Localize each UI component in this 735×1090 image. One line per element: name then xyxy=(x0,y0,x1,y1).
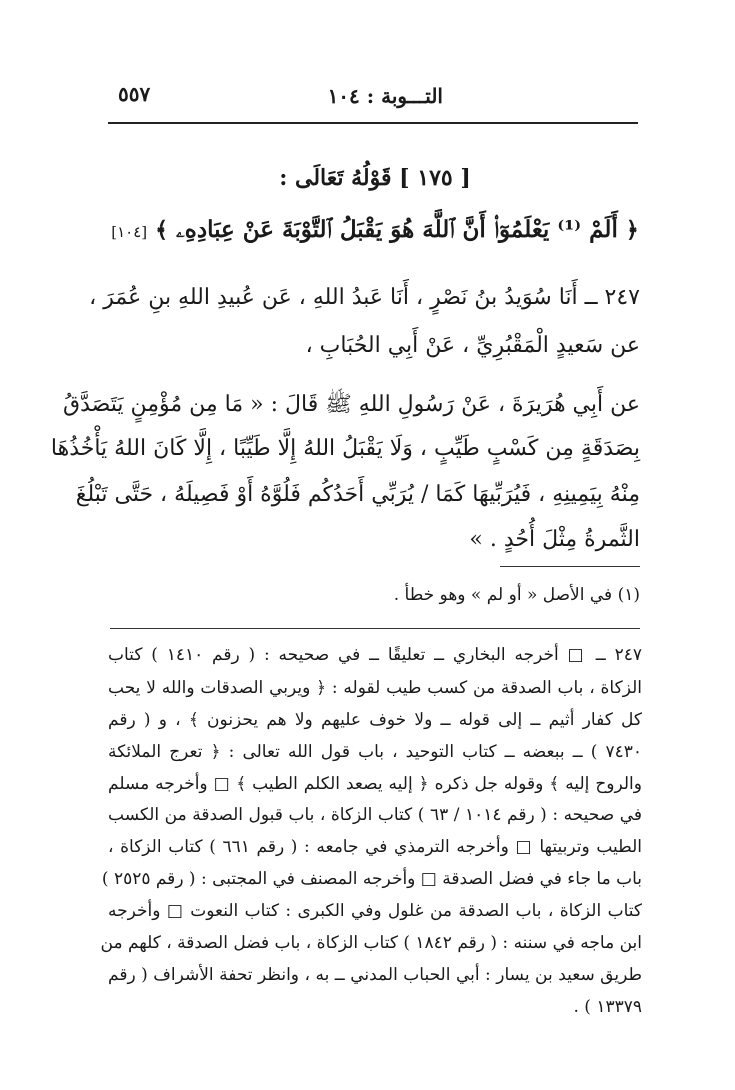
annotation-line-5: والروح إليه ﴾ وقوله جل ذكره ﴿ إليه يصعد الكلم الطيب ﴾ □ وأخرجه مسلم xyxy=(108,774,642,794)
hadith-line-3: عن أَبِي هُرَيرَةَ ، عَنْ رَسُولِ اللهِ ﷺ قَالَ : « مَا مِن مُؤْمِنٍ يَتَصَدَّقُ xyxy=(63,392,640,417)
verse-close-bracket: ﴾ xyxy=(155,217,169,243)
page-header xyxy=(108,78,638,118)
annotation-line-1: ٢٤٧ ــ □ أخرجه البخاري ــ تعليقًا ــ في صحيحه : ( رقم ١٤١٠ ) كتاب xyxy=(108,645,642,665)
hadith-line-5: مِنْهُ بِيَمِينِهِ ، فَيُرَبِّيهَا كَمَا / يُرَبِّي أَحَدُكُم فَلُوَّهُ أَوْ فَصِيلَهُ ، حَتَّى تَبْلُغَ xyxy=(75,482,640,507)
hadith-line-6: الثَّمرةُ مِثْلَ أُحُدٍ . » xyxy=(469,527,640,552)
header-rule xyxy=(108,122,638,124)
verse-reference: [١٠٤] xyxy=(111,223,148,241)
annotation-line-8: باب ما جاء في فضل الصدقة □ وأخرجه المصنف في المجتبى : ( رقم ٢٥٢٥ ) xyxy=(101,869,642,889)
annotation-line-4: ٧٤٣٠ ) ــ ببعضه ــ كتاب التوحيد ، باب قول الله تعالى : ﴿ تعرج الملائكة xyxy=(108,742,642,762)
hadith-line-1: ٢٤٧ ــ أَنَا سُوَيدُ بنُ نَصْرٍ ، أَنَا عَبدُ اللهِ ، عَن عُبيدِ اللهِ بنِ عُمَرَ ، xyxy=(89,285,640,310)
annotation-line-9: كتاب الزكاة ، باب الصدقة من غلول وفي الكبرى : كتاب النعوت □ وأخرجه xyxy=(108,901,642,921)
verse-text: أَلَمْ ⁽¹⁾ يَعْلَمُوٓا۟ أَنَّ ٱللَّهَ هُوَ يَقْبَلُ ٱلتَّوْبَةَ عَنْ عِبَادِهِۦ xyxy=(176,216,618,243)
annotation-line-2: الزكاة ، باب الصدقة من كسب طيب لقوله : ﴿ ويربي الصدقات والله لا يحب xyxy=(108,678,642,698)
hadith-line-4: بِصَدَقَةٍ مِن كَسْبٍ طَيِّبٍ ، وَلَا يَقْبَلُ اللهُ إِلَّا طَيِّبًا ، إِلَّا كَانَ اللهُ يَأْخُذُهَا xyxy=(50,436,640,461)
page-number: ٥٥٧ xyxy=(118,82,151,106)
annotation-line-3: كل كفار أثيم ــ إلى قوله ــ ولا خوف عليهم ولا هم يحزنون ﴾ ، و ( رقم xyxy=(108,710,642,730)
quran-verse xyxy=(110,210,640,252)
hadith-line-2: عن سَعيدٍ الْمَقْبُرِيِّ ، عَنْ أَبِي الحُبَابِ ، xyxy=(305,333,640,358)
annotation-line-7: الطيب وتربيتها □ وأخرجه الترمذي في جامعه : ( رقم ٦٦١ ) كتاب الزكاة ، xyxy=(108,837,642,857)
footnote: (١) في الأصل « أو لم » وهو خطأ . xyxy=(393,585,640,605)
annotation-rule xyxy=(110,628,640,629)
footnote-rule xyxy=(500,566,640,567)
section-heading: [ ١٧٥ ] قَوْلُهُ تَعَالَى : xyxy=(279,165,471,191)
annotation-line-6: في صحيحه : ( رقم ١٠١٤ / ٦٣ ) كتاب الزكاة ، باب قبول الصدقة من الكسب xyxy=(108,805,643,825)
running-title: التـــوبة : ١٠٤ xyxy=(327,84,443,108)
annotation-line-11: طريق سعيد بن يسار : أبي الحباب المدني ــ به ، وانظر تحفة الأشراف ( رقم xyxy=(108,965,642,985)
verse-open-bracket: ﴿ xyxy=(625,217,639,243)
annotation-line-12: ١٣٣٧٩ ) . xyxy=(573,997,642,1017)
annotation-line-10: ابن ماجه في سننه : ( رقم ١٨٤٢ ) كتاب الزكاة ، باب فضل الصدقة ، كلهم من xyxy=(100,933,642,953)
